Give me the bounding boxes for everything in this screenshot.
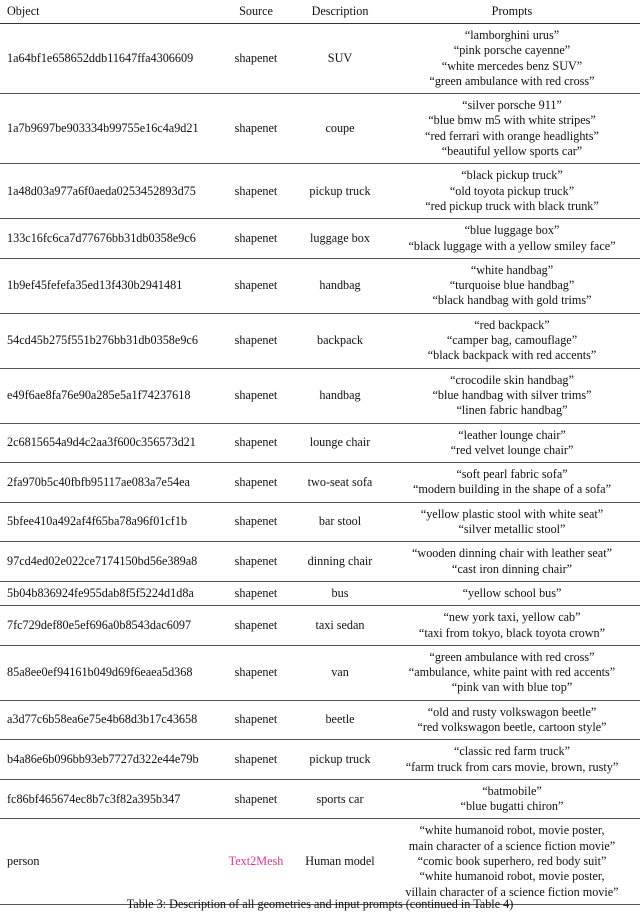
description-cell: bus (296, 581, 384, 605)
prompts-cell (384, 219, 640, 259)
object-id-cell: 1a48d03a977a6f0aeda0253452893d75 (0, 164, 216, 219)
description-cell: handbag (296, 368, 384, 423)
object-id-cell: fc86bf465674ec8b7c3f82a395b347 (0, 779, 216, 819)
prompt-line: “black handbag with gold trims” (432, 293, 592, 308)
object-id-cell: 97cd4ed02e022ce7174150bd56e389a8 (0, 542, 216, 582)
description-cell: beetle (296, 700, 384, 740)
prompt-line: “pink porsche cayenne” (453, 43, 571, 58)
source-cell: shapenet (216, 164, 296, 219)
source-cell: shapenet (216, 368, 296, 423)
table-caption: Table 3: Description of all geometries and input prompts (continued in Table 4) (126, 897, 514, 911)
prompt-line: “white humanoid robot, movie poster, (419, 869, 605, 884)
prompt-line: “black pickup truck” (461, 168, 563, 183)
prompt-line: “blue handbag with silver trims” (432, 387, 592, 402)
prompts-cell (384, 94, 640, 164)
object-id-cell: 85a8ee0ef94161b049d69f6eaea5d368 (0, 645, 216, 700)
source-cell: shapenet (216, 258, 296, 313)
prompt-line: “batmobile” (482, 783, 542, 798)
prompt-line: “green ambulance with red cross” (429, 73, 595, 88)
prompt-line: “ambulance, white paint with red accents” (408, 665, 616, 680)
source-cell: shapenet (216, 606, 296, 646)
table-row (0, 779, 640, 819)
table-row (0, 463, 640, 503)
prompt-line: “old and rusty volkswagon beetle” (427, 704, 597, 719)
table-row (0, 581, 640, 605)
source-cell: shapenet (216, 740, 296, 780)
prompt-line: “beautiful yellow sports car” (441, 144, 583, 159)
object-id-cell: 2c6815654a9d4c2aa3f600c356573d21 (0, 423, 216, 463)
source-cell: shapenet (216, 24, 296, 94)
object-id-cell: 1a64bf1e658652ddb11647ffa4306609 (0, 24, 216, 94)
source-cell: Text2Mesh (216, 819, 296, 904)
object-id-cell: 1a7b9697be903334b99755e16c4a9d21 (0, 94, 216, 164)
table-row (0, 219, 640, 259)
source-cell: shapenet (216, 463, 296, 503)
prompt-line: “comic book superhero, red body suit” (417, 854, 607, 869)
description-cell: taxi sedan (296, 606, 384, 646)
prompt-line: villain character of a science fiction movie” (405, 884, 619, 899)
source-cell: shapenet (216, 779, 296, 819)
prompts-cell (384, 581, 640, 605)
prompt-line: “classic red farm truck” (453, 744, 571, 759)
description-cell: coupe (296, 94, 384, 164)
description-cell: bar stool (296, 502, 384, 542)
prompt-line: “leather lounge chair” (458, 427, 566, 442)
header-description: Description (296, 0, 384, 24)
prompts-cell (384, 463, 640, 503)
object-id-cell: 7fc729def80e5ef696a0b8543dac6097 (0, 606, 216, 646)
prompts-cell (384, 423, 640, 463)
prompt-line: “silver porsche 911” (462, 98, 562, 113)
prompts-cell (384, 819, 640, 904)
object-id-cell: b4a86e6b096bb93eb7727d322e44e79b (0, 740, 216, 780)
prompts-cell (384, 368, 640, 423)
prompt-line: “modern building in the shape of a sofa” (413, 482, 611, 497)
description-cell: backpack (296, 313, 384, 368)
description-cell: Human model (296, 819, 384, 904)
description-cell: SUV (296, 24, 384, 94)
prompt-line: “turquoise blue handbag” (449, 278, 575, 293)
prompt-line: “white mercedes benz SUV” (441, 58, 583, 73)
prompt-line: “red pickup truck with black trunk” (425, 198, 599, 213)
prompt-line: “soft pearl fabric sofa” (456, 467, 568, 482)
object-id-cell: 54cd45b275f551b276bb31db0358e9c6 (0, 313, 216, 368)
source-cell: shapenet (216, 581, 296, 605)
prompt-line: “new york taxi, yellow cab” (443, 610, 581, 625)
description-cell: sports car (296, 779, 384, 819)
source-cell: shapenet (216, 502, 296, 542)
table-row (0, 819, 640, 904)
prompt-line: “blue luggage box” (464, 223, 560, 238)
table-row (0, 606, 640, 646)
description-cell: two-seat sofa (296, 463, 384, 503)
description-cell: lounge chair (296, 423, 384, 463)
prompt-line: “taxi from tokyo, black toyota crown” (418, 625, 606, 640)
prompt-line: main character of a science fiction movie” (408, 838, 616, 853)
prompt-line: “camper bag, camouflage” (446, 333, 578, 348)
description-cell: van (296, 645, 384, 700)
prompts-cell (384, 700, 640, 740)
object-id-cell: 1b9ef45fefefa35ed13f430b2941481 (0, 258, 216, 313)
prompt-line: “lamborghini urus” (464, 28, 560, 42)
source-cell: shapenet (216, 94, 296, 164)
header-object: Object (0, 0, 216, 24)
prompts-cell (384, 740, 640, 780)
description-cell: pickup truck (296, 164, 384, 219)
table-header (0, 0, 640, 24)
prompt-line: “cast iron dinning chair” (451, 561, 573, 576)
object-id-cell: person (0, 819, 216, 904)
prompt-line: “black luggage with a yellow smiley face” (408, 238, 616, 253)
prompt-line: “linen fabric handbag” (456, 403, 568, 418)
header-row (0, 0, 640, 24)
prompts-cell (384, 542, 640, 582)
object-id-cell: 5b04b836924fe955dab8f5f5224d1d8a (0, 581, 216, 605)
source-cell: shapenet (216, 313, 296, 368)
prompt-line: “old toyota pickup truck” (449, 183, 575, 198)
table-row (0, 700, 640, 740)
prompts-cell (384, 502, 640, 542)
prompts-cell (384, 645, 640, 700)
source-cell: shapenet (216, 645, 296, 700)
prompt-line: “red volkswagon beetle, cartoon style” (417, 719, 607, 734)
source-cell: shapenet (216, 700, 296, 740)
table-row (0, 368, 640, 423)
table-row (0, 164, 640, 219)
prompt-line: “black backpack with red accents” (427, 348, 597, 363)
object-id-cell: a3d77c6b58ea6e75e4b68d3b17c43658 (0, 700, 216, 740)
header-prompts: Prompts (384, 0, 640, 24)
object-id-cell: 2fa970b5c40fbfb95117ae083a7e54ea (0, 463, 216, 503)
prompt-line: “red ferrari with orange headlights” (425, 128, 599, 143)
prompt-line: “white humanoid robot, movie poster, (419, 823, 605, 838)
prompts-cell (384, 258, 640, 313)
object-id-cell: 5bfee410a492af4f65ba78a96f01cf1b (0, 502, 216, 542)
prompt-line: “green ambulance with red cross” (429, 649, 595, 664)
prompts-cell (384, 606, 640, 646)
source-cell: shapenet (216, 219, 296, 259)
table-row (0, 645, 640, 700)
prompt-line: “blue bmw m5 with white stripes” (428, 113, 596, 128)
prompt-line: “red backpack” (474, 317, 550, 332)
prompt-line: “wooden dinning chair with leather seat” (411, 546, 612, 561)
object-id-cell: e49f6ae8fa76e90a285e5a1f74237618 (0, 368, 216, 423)
description-cell: handbag (296, 258, 384, 313)
prompts-cell (384, 164, 640, 219)
object-id-cell: 133c16fc6ca7d77676bb31db0358e9c6 (0, 219, 216, 259)
description-cell: dinning chair (296, 542, 384, 582)
prompts-cell (384, 779, 640, 819)
table-row (0, 24, 640, 94)
description-cell: luggage box (296, 219, 384, 259)
prompt-line: “red velvet lounge chair” (450, 442, 574, 457)
table-row (0, 740, 640, 780)
prompt-line: “white handbag” (470, 262, 554, 277)
prompts-cell (384, 313, 640, 368)
source-cell: shapenet (216, 423, 296, 463)
prompt-line: “blue bugatti chiron” (460, 799, 564, 814)
prompt-line: “silver metallic stool” (458, 522, 566, 537)
source-cell: shapenet (216, 542, 296, 582)
description-cell: pickup truck (296, 740, 384, 780)
table-row (0, 502, 640, 542)
table-row (0, 542, 640, 582)
table-body (0, 24, 640, 905)
prompt-line: “yellow school bus” (462, 585, 562, 600)
prompt-line: “yellow plastic stool with white seat” (420, 506, 604, 521)
prompt-line: “crocodile skin handbag” (450, 372, 574, 387)
header-source: Source (216, 0, 296, 24)
table-row (0, 313, 640, 368)
prompt-line: “pink van with blue top” (451, 680, 573, 695)
table-row (0, 423, 640, 463)
table-row (0, 258, 640, 313)
prompts-cell (384, 24, 640, 94)
table-row (0, 94, 640, 164)
prompt-line: “farm truck from cars movie, brown, rusty” (405, 759, 619, 774)
